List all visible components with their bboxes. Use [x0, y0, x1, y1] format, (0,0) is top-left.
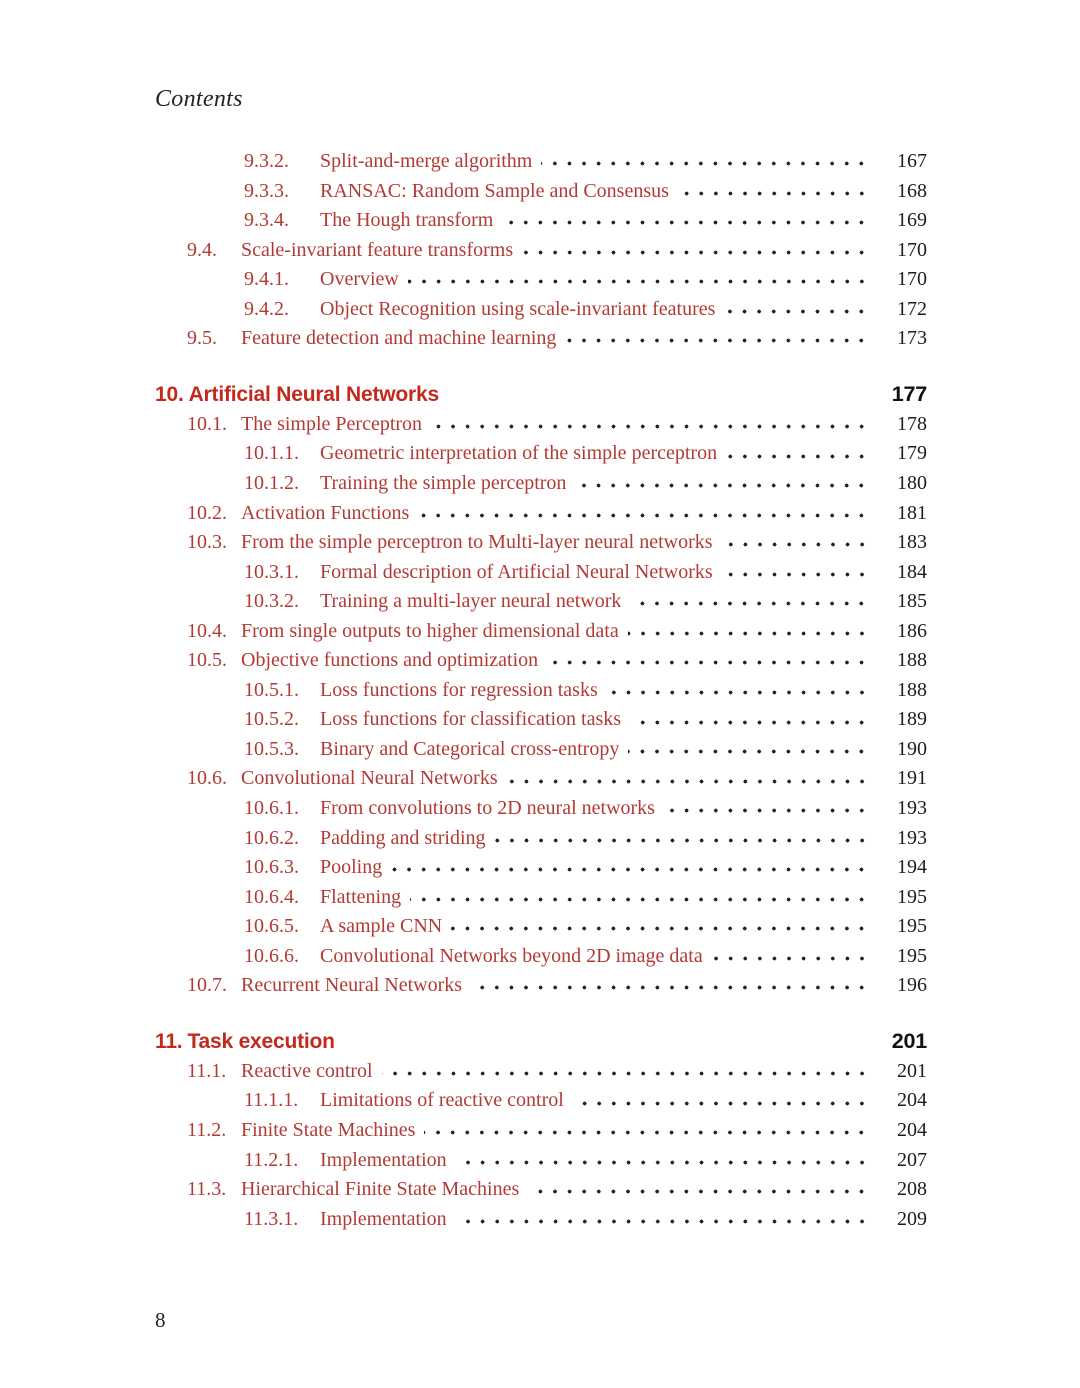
dotted-leader: [456, 1209, 871, 1229]
dotted-leader: [456, 1150, 871, 1170]
toc-entry: [155, 295, 927, 325]
toc-entry: [155, 676, 927, 706]
entry-title: Padding and striding: [320, 826, 486, 849]
entry-page: 178: [897, 412, 927, 435]
entry-number: 11.2.1.: [244, 1148, 299, 1171]
toc-entry: [155, 764, 927, 794]
entry-number: 11.: [155, 1030, 183, 1054]
entry-title: Pooling: [320, 856, 383, 879]
entry-title: Split-and-merge algorithm: [320, 150, 533, 172]
entry-title: Reactive control: [241, 1059, 373, 1082]
entry-page: 177: [891, 382, 927, 407]
toc-entry: [155, 735, 927, 765]
toc-entry: [155, 1116, 927, 1146]
entry-number: 11.1.1.: [244, 1089, 299, 1112]
toc-entry: [155, 206, 927, 236]
entry-title: Activation Functions: [241, 501, 410, 524]
entry-number: 10.5.3.: [244, 737, 299, 760]
entry-page: 195: [897, 915, 927, 938]
toc-entry: [155, 1027, 927, 1057]
dotted-leader: [451, 917, 871, 937]
entry-title: Flattening: [320, 885, 402, 908]
entry-page: 204: [897, 1118, 927, 1141]
entry-page: 204: [897, 1089, 927, 1112]
entry-title: Object Recognition using scale-invariant features: [320, 297, 716, 320]
dotted-leader: [471, 976, 871, 996]
entry-number: 9.3.4.: [244, 209, 289, 232]
entry-title: Scale-invariant feature transforms: [241, 238, 514, 261]
entry-page: 185: [897, 590, 927, 613]
toc-entry: [155, 177, 927, 207]
entry-number: 10.5.1.: [244, 678, 299, 701]
entry-page: 172: [897, 297, 927, 320]
toc-entry: [155, 1146, 927, 1176]
entry-page: 201: [897, 1059, 927, 1082]
entry-title: Training the simple perceptron: [320, 471, 567, 494]
entry-number: 10.2.: [187, 501, 227, 524]
dotted-leader: [722, 562, 871, 582]
entry-page: 181: [897, 501, 927, 524]
entry-number: 11.2.: [187, 1118, 227, 1141]
entry-number: 10.6.1.: [244, 796, 299, 819]
entry-page: 193: [897, 796, 927, 819]
entry-title: Implementation: [320, 1148, 447, 1171]
entry-number: 9.4.2.: [244, 297, 289, 320]
dotted-leader: [410, 887, 871, 907]
entry-page: 186: [897, 619, 927, 642]
dotted-leader: [712, 946, 871, 966]
entry-page: 169: [897, 209, 927, 232]
dotted-leader: [664, 799, 871, 819]
entry-number: 9.3.2.: [244, 150, 289, 172]
toc-entry: [155, 1057, 927, 1087]
entry-title: Loss functions for classification tasks: [320, 708, 622, 731]
toc-entry: [155, 558, 927, 588]
toc-entry: [155, 439, 927, 469]
toc-entry: [155, 469, 927, 499]
entry-page: 208: [897, 1178, 927, 1201]
dotted-leader: [630, 592, 871, 612]
entry-number: 10.6.6.: [244, 944, 299, 967]
entry-title: Convolutional Networks beyond 2D image data: [320, 944, 703, 967]
entry-page: 188: [897, 649, 927, 672]
entry-number: 10.5.2.: [244, 708, 299, 731]
entry-title: Loss functions for regression tasks: [320, 678, 598, 701]
entry-title: Implementation: [320, 1207, 447, 1230]
entry-number: 10.6.2.: [244, 826, 299, 849]
toc-entry: [155, 147, 927, 177]
toc-entry: [155, 883, 927, 913]
dotted-leader: [541, 152, 871, 172]
entry-page: 194: [897, 856, 927, 879]
entry-number: 10.5.: [187, 649, 227, 672]
toc-entry: [155, 380, 927, 410]
entry-number: 10.6.5.: [244, 915, 299, 938]
toc-entry: [155, 1205, 927, 1235]
entry-title: Finite State Machines: [241, 1118, 416, 1141]
entry-page: 190: [897, 737, 927, 760]
footer-page-number: 8: [155, 1308, 166, 1332]
dotted-leader: [678, 181, 871, 201]
entry-title: From convolutions to 2D neural networks: [320, 796, 655, 819]
entry-page: 201: [891, 1029, 927, 1054]
entry-number: 11.1.: [187, 1059, 227, 1082]
dotted-leader: [502, 211, 871, 231]
entry-title: RANSAC: Random Sample and Consensus: [320, 179, 669, 202]
entry-page: 168: [897, 179, 927, 202]
entry-number: 10.1.2.: [244, 471, 299, 494]
entry-title: The simple Perceptron: [241, 412, 423, 435]
dotted-leader: [448, 385, 871, 406]
entry-page: 170: [897, 238, 927, 261]
toc-entry: [155, 617, 927, 647]
dotted-leader: [344, 1032, 871, 1053]
entry-title: Formal description of Artificial Neural Networks: [320, 560, 713, 583]
entry-page: 180: [897, 471, 927, 494]
dotted-leader: [507, 769, 871, 789]
entry-number: 10.6.: [187, 767, 227, 790]
entry-title: Recurrent Neural Networks: [241, 974, 463, 997]
entry-number: 10.3.2.: [244, 590, 299, 613]
entry-page: 207: [897, 1148, 927, 1171]
entry-number: 9.5.: [187, 327, 217, 350]
toc-entry: [155, 971, 927, 1001]
entry-title: Artificial Neural Networks: [188, 383, 439, 407]
dotted-leader: [418, 503, 871, 523]
toc-entry: [155, 587, 927, 617]
entry-number: 10.7.: [187, 974, 227, 997]
entry-title: From the simple perceptron to Multi-layer neural networks: [241, 531, 713, 554]
dotted-leader: [575, 474, 871, 494]
dotted-leader: [547, 651, 871, 671]
toc-entry: [155, 794, 927, 824]
entry-number: 10.6.4.: [244, 885, 299, 908]
entry-title: Limitations of reactive control: [320, 1089, 564, 1112]
toc-entry: [155, 824, 927, 854]
toc-list: [155, 147, 927, 1234]
entry-number: 10.: [155, 383, 184, 407]
entry-page: 184: [897, 560, 927, 583]
entry-page: 167: [897, 150, 927, 172]
dotted-leader: [722, 533, 871, 553]
entry-page: 173: [897, 327, 927, 350]
toc-entry: [155, 410, 927, 440]
entry-page: 193: [897, 826, 927, 849]
entry-number: 9.3.3.: [244, 179, 289, 202]
toc-entry: [155, 646, 927, 676]
toc-entry: [155, 499, 927, 529]
toc-entry: [155, 324, 927, 354]
dotted-leader: [495, 828, 871, 848]
entry-page: 179: [897, 442, 927, 465]
entry-number: 11.3.1.: [244, 1207, 299, 1230]
entry-number: 10.1.1.: [244, 442, 299, 465]
dotted-leader: [431, 415, 871, 435]
entry-number: 10.3.: [187, 531, 227, 554]
dotted-leader: [565, 329, 871, 349]
entry-title: Objective functions and optimization: [241, 649, 539, 672]
dotted-leader: [607, 681, 871, 701]
toc-entry: [155, 1175, 927, 1205]
entry-page: 183: [897, 531, 927, 554]
entry-number: 9.4.: [187, 238, 217, 261]
dotted-leader: [628, 740, 871, 760]
dotted-leader: [726, 444, 871, 464]
entry-number: 10.3.1.: [244, 560, 299, 583]
entry-page: 188: [897, 678, 927, 701]
entry-title: Task execution: [187, 1030, 335, 1054]
dotted-leader: [573, 1091, 871, 1111]
dotted-leader: [630, 710, 871, 730]
toc-entry: [155, 528, 927, 558]
entry-title: Overview: [320, 268, 399, 291]
entry-title: A sample CNN: [320, 915, 443, 938]
entry-title: Hierarchical Finite State Machines: [241, 1178, 520, 1201]
entry-page: 170: [897, 268, 927, 291]
entry-number: 11.3.: [187, 1178, 227, 1201]
page-header-title: Contents: [155, 86, 243, 112]
entry-number: 9.4.1.: [244, 268, 289, 291]
entry-title: Convolutional Neural Networks: [241, 767, 498, 790]
dotted-leader: [522, 240, 871, 260]
entry-number: 10.6.3.: [244, 856, 299, 879]
toc-entry: [155, 912, 927, 942]
entry-page: 195: [897, 944, 927, 967]
toc-entry: [155, 265, 927, 295]
entry-title: Training a multi-layer neural network: [320, 590, 622, 613]
toc-entry: [155, 236, 927, 266]
entry-title: Geometric interpretation of the simple perceptron: [320, 442, 718, 465]
toc-entry: [155, 1086, 927, 1116]
dotted-leader: [382, 1062, 871, 1082]
entry-page: 189: [897, 708, 927, 731]
entry-title: From single outputs to higher dimensional data: [241, 619, 619, 642]
toc-entry: [155, 705, 927, 735]
toc-entry: [155, 853, 927, 883]
dotted-leader: [724, 300, 871, 320]
entry-page: 195: [897, 885, 927, 908]
entry-number: 10.4.: [187, 619, 227, 642]
toc-entry: [155, 942, 927, 972]
dotted-leader: [391, 858, 871, 878]
entry-number: 10.1.: [187, 412, 227, 435]
entry-title: Binary and Categorical cross-entropy: [320, 737, 620, 760]
entry-page: 196: [897, 974, 927, 997]
dotted-leader: [628, 621, 871, 641]
dotted-leader: [528, 1180, 871, 1200]
entry-title: Feature detection and machine learning: [241, 327, 557, 350]
dotted-leader: [424, 1121, 871, 1141]
entry-page: 209: [897, 1207, 927, 1230]
dotted-leader: [408, 270, 871, 290]
entry-page: 191: [897, 767, 927, 790]
entry-title: The Hough transform: [320, 209, 494, 232]
